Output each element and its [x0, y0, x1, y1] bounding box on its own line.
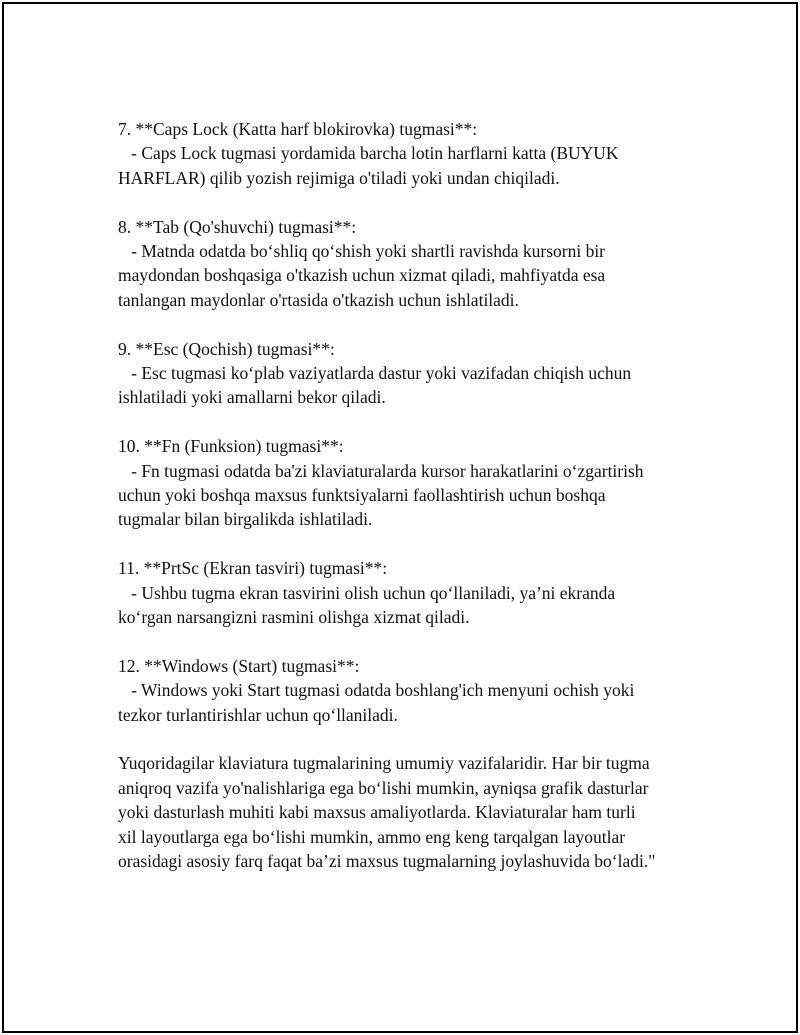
section-fn	[118, 434, 718, 532]
section-text-line: maydondan boshqasiga o'tkazish uchun xizmat qiladi, mahfiyatda esa	[118, 265, 606, 286]
section-text-line: - Ushbu tugma ekran tasvirini olish uchun qo‘llaniladi, ya’ni ekranda	[118, 582, 616, 603]
section-text-line: ko‘rgan narsangizni rasmini olishga xizmat qiladi.	[118, 607, 470, 628]
section-text-line: uchun yoki boshqa maxsus funktsiyalarni faollashtirish uchun boshqa	[118, 485, 606, 506]
section-text-line: - Windows yoki Start tugmasi odatda boshlang'ich menyuni ochish yoki	[118, 680, 635, 701]
conclusion-line: orasidagi asosiy farq faqat ba’zi maxsus tugmalarning joylashuvida bo‘ladi."	[118, 851, 656, 872]
section-text-line: tanlangan maydonlar o'rtasida o'tkazish uchun ishlatiladi.	[118, 289, 519, 310]
section-prtsc	[118, 556, 718, 629]
conclusion-line: yoki dasturlash muhiti kabi maxsus amaliyotlarda. Klaviaturalar ham turli	[118, 802, 636, 823]
conclusion-line: xil layoutlarga ega bo‘lishi mumkin, ammo eng keng tarqalgan layoutlar	[118, 826, 626, 847]
section-text-line: ishlatiladi yoki amallarni bekor qiladi.	[118, 387, 386, 408]
conclusion-line: Yuqoridagilar klaviatura tugmalarining umumiy vazifalaridir. Har bir tugma	[118, 753, 650, 774]
section-heading: 11. **PrtSc (Ekran tasviri) tugmasi**:	[118, 558, 388, 579]
section-text-line: HARFLAR) qilib yozish rejimiga o'tiladi yoki undan chiqiladi.	[118, 167, 560, 188]
section-windows	[118, 654, 718, 727]
section-caps-lock	[118, 117, 718, 190]
conclusion-line: aniqroq vazifa yo'nalishlariga ega bo‘lishi mumkin, ayniqsa grafik dasturlar	[118, 777, 649, 798]
section-text-line: - Matnda odatda bo‘shliq qo‘shish yoki shartli ravishda kursorni bir	[118, 241, 606, 262]
section-text-line: tugmalar bilan birgalikda ishlatiladi.	[118, 509, 373, 530]
section-tab	[118, 215, 718, 313]
section-text-line: - Fn tugmasi odatda ba'zi klaviaturalarda kursor harakatlarini o‘zgartirish	[118, 460, 644, 481]
conclusion-paragraph	[118, 751, 718, 873]
section-heading: 9. **Esc (Qochish) tugmasi**:	[118, 338, 335, 359]
section-heading: 10. **Fn (Funksion) tugmasi**:	[118, 436, 344, 457]
section-text-line: tezkor turlantirishlar uchun qo‘llaniladi.	[118, 704, 398, 725]
section-text-line: - Caps Lock tugmasi yordamida barcha lotin harflarni katta (BUYUK	[118, 143, 619, 164]
section-heading: 12. **Windows (Start) tugmasi**:	[118, 655, 360, 676]
document-body	[118, 117, 718, 898]
section-text-line: - Esc tugmasi ko‘plab vaziyatlarda dastur yoki vazifadan chiqish uchun	[118, 363, 632, 384]
section-heading: 7. **Caps Lock (Katta harf blokirovka) tugmasi**:	[118, 119, 478, 139]
section-heading: 8. **Tab (Qo'shuvchi) tugmasi**:	[118, 216, 357, 237]
section-esc	[118, 337, 718, 410]
